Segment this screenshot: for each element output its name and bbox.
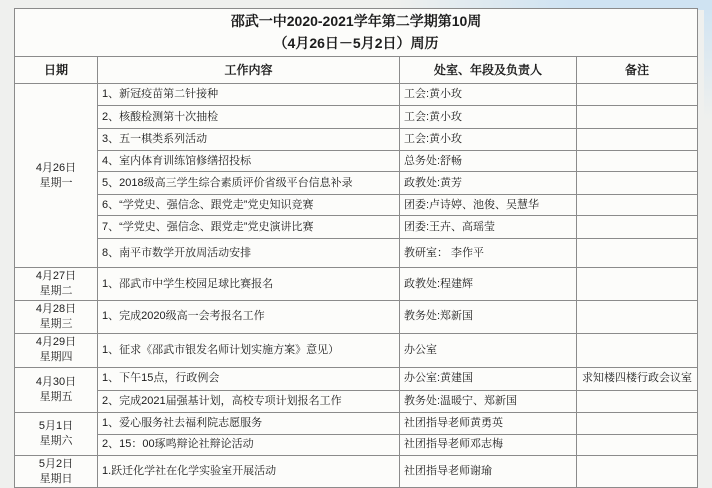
department-cell: 团委:王卉、高瑶莹 [400, 216, 577, 239]
schedule-row [15, 129, 698, 151]
column-header-date: 日期 [15, 57, 98, 84]
department-cell: 总务处:舒畅 [400, 151, 577, 172]
header-row [15, 57, 698, 84]
work-content-cell: 1、完成2020级高一会考报名工作 [98, 301, 400, 334]
work-content-cell: 5、2018级高三学生综合素质评价省级平台信息补录 [98, 172, 400, 195]
department-cell: 政教处:黄芳 [400, 172, 577, 195]
remark-cell [577, 301, 698, 334]
remark-cell [577, 195, 698, 216]
remark-cell [577, 172, 698, 195]
weekly-schedule-table [14, 8, 698, 488]
department-cell: 政教处:程建辉 [400, 268, 577, 301]
weekday-text: 星期一 [39, 176, 73, 189]
work-content-cell: 1、下午15点，行政例会 [98, 367, 400, 390]
department-cell: 教务处:温暖宁、郑新国 [400, 390, 577, 412]
date-cell [15, 84, 98, 268]
schedule-row [15, 367, 698, 390]
remark-cell [577, 455, 698, 488]
schedule-row [15, 239, 698, 268]
work-content-cell: 3、五一棋类系列活动 [98, 129, 400, 151]
schedule-row [15, 172, 698, 195]
department-cell: 社团指导老师谢瑜 [400, 455, 577, 488]
schedule-row [15, 268, 698, 301]
remark-cell [577, 129, 698, 151]
weekday-text: 星期二 [39, 285, 73, 298]
schedule-row [15, 455, 698, 488]
page-title-line1: 邵武一中2020-2021学年第二学期第10周 [230, 13, 482, 29]
remark-cell: 求知楼四楼行政会议室 [577, 367, 698, 390]
work-content-cell: 2、15：00琢鸣辩论社辩论活动 [98, 434, 400, 455]
date-cell [15, 412, 98, 455]
work-content-cell: 4、室内体育训练馆修缮招投标 [98, 151, 400, 172]
schedule-row [15, 390, 698, 412]
date-cell [15, 333, 98, 367]
department-cell: 教务处:郑新国 [400, 301, 577, 334]
remark-cell [577, 151, 698, 172]
remark-cell [577, 390, 698, 412]
table-title-cell [15, 9, 698, 57]
work-content-cell: 1.跃迁化学社在化学实验室开展活动 [98, 455, 400, 488]
date-cell [15, 367, 98, 412]
work-content-cell: 1、爱心服务社去福利院志愿服务 [98, 412, 400, 434]
column-header-remark: 备注 [577, 57, 698, 84]
schedule-row [15, 333, 698, 367]
schedule-row [15, 106, 698, 129]
department-cell: 工会:黄小玫 [400, 106, 577, 129]
schedule-row [15, 195, 698, 216]
date-text: 4月26日 [35, 162, 77, 175]
department-cell: 教研室： 李作平 [400, 239, 577, 268]
weekday-text: 星期六 [39, 434, 73, 447]
weekday-text: 星期日 [39, 472, 73, 485]
department-cell: 团委:卢诗婷、池俊、吴慧华 [400, 195, 577, 216]
remark-cell [577, 239, 698, 268]
work-content-cell: 8、南平市数学开放周活动安排 [98, 239, 400, 268]
work-content-cell: 2、完成2021届强基计划，高校专项计划报名工作 [98, 390, 400, 412]
work-content-cell: 1、新冠疫苗第二针接种 [98, 84, 400, 106]
schedule-row [15, 301, 698, 334]
column-header-department: 处室、年段及负责人 [400, 57, 577, 84]
schedule-row [15, 216, 698, 239]
date-text: 4月29日 [35, 336, 77, 349]
remark-cell [577, 106, 698, 129]
date-cell [15, 268, 98, 301]
weekday-text: 星期四 [39, 351, 73, 364]
remark-cell [577, 434, 698, 455]
date-cell [15, 301, 98, 334]
date-cell [15, 455, 98, 488]
column-header-content: 工作内容 [98, 57, 400, 84]
schedule-row [15, 84, 698, 106]
schedule-row [15, 434, 698, 455]
remark-cell [577, 216, 698, 239]
date-text: 4月30日 [35, 375, 77, 388]
work-content-cell: 1、征求《邵武市银发名师计划实施方案》意见） [98, 333, 400, 367]
department-cell: 工会:黄小玫 [400, 84, 577, 106]
department-cell: 工会:黄小玫 [400, 129, 577, 151]
remark-cell [577, 333, 698, 367]
date-text: 4月28日 [35, 303, 77, 316]
weekday-text: 星期三 [39, 317, 73, 330]
date-text: 5月2日 [38, 457, 74, 470]
work-content-cell: 7、“学党史、强信念、跟党走”党史演讲比赛 [98, 216, 400, 239]
work-content-cell: 1、邵武市中学生校园足球比赛报名 [98, 268, 400, 301]
page-title-line2: （4月26日－5月2日）周历 [273, 34, 439, 51]
schedule-row [15, 151, 698, 172]
department-cell: 办公室 [400, 333, 577, 367]
work-content-cell: 6、“学党史、强信念、跟党走”党史知识竞赛 [98, 195, 400, 216]
department-cell: 社团指导老师邓志梅 [400, 434, 577, 455]
schedule-row [15, 412, 698, 434]
work-content-cell: 2、核酸检测第十次抽检 [98, 106, 400, 129]
date-text: 5月1日 [38, 419, 74, 432]
remark-cell [577, 84, 698, 106]
photo-glare-right [704, 0, 712, 120]
department-cell: 社团指导老师黄勇英 [400, 412, 577, 434]
title-row [15, 9, 698, 57]
department-cell: 办公室:黄建国 [400, 367, 577, 390]
remark-cell [577, 268, 698, 301]
date-text: 4月27日 [35, 270, 77, 283]
weekday-text: 星期五 [39, 390, 73, 403]
remark-cell [577, 412, 698, 434]
